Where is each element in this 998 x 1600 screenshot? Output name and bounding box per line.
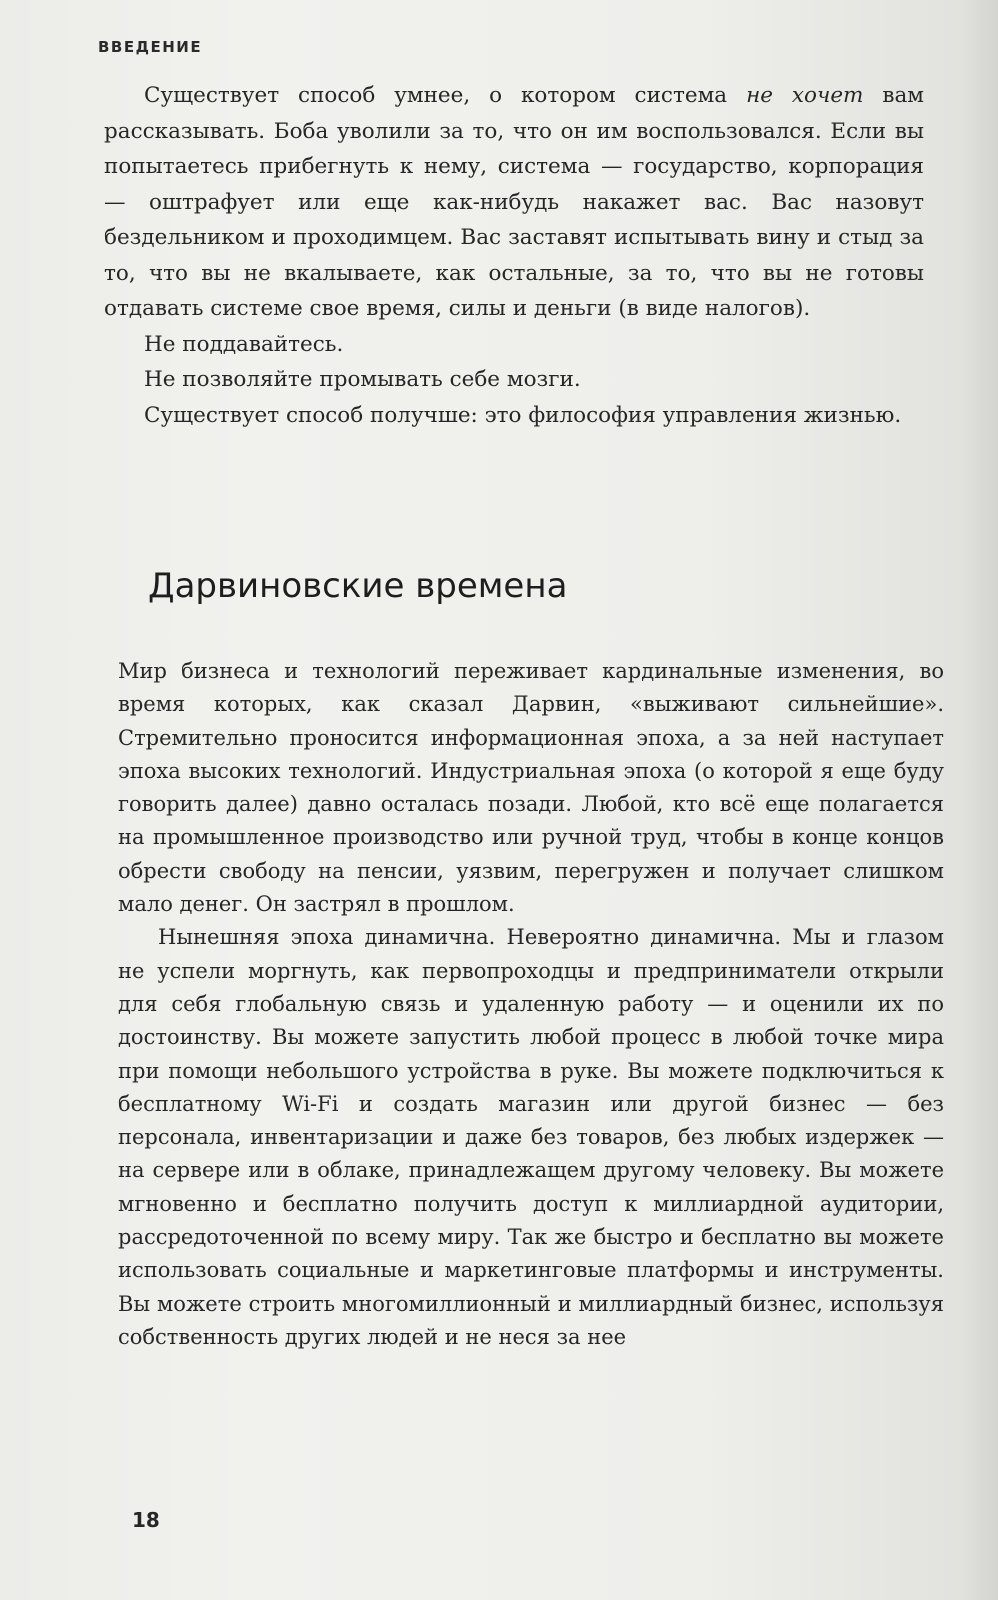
intro-paragraph-4: Существует способ получше: это философия управления жизнью. xyxy=(144,402,902,428)
intro-paragraph-1 xyxy=(104,78,924,327)
page-number: 18 xyxy=(132,1508,160,1532)
section-paragraph-2: Нынешняя эпоха динамична. Невероятно динамична. Мы и глазом не успели моргнуть, как первопроходцы и предприниматели открыли для себя глобальную связь и удаленную работу — и оценили их по достоинству. Вы можете запустить любой процесс в любой точке мира при помощи небольшого устройства в руке. Вы можете подключиться к бесплатному Wi-Fi и создать магазин или другой бизнес — без персонала, инвентаризации и даже без товаров, без любых издержек — на сервере или в облаке, принадлежащем другому человеку. Вы можете мгновенно и бесплатно получить доступ к миллиардной аудитории, рассредоточенной по всему миру. Так же быстро и бесплатно вы можете использовать социальные и маркетинговые платформы и инструменты. Вы можете строить многомиллионный и миллиардный бизнес, используя собственность других людей и не неся за нее xyxy=(118,925,944,1349)
intro-paragraph-3: Не позволяйте промывать себе мозги. xyxy=(144,367,581,392)
section-paragraph-1: Мир бизнеса и технологий переживает кардинальные изменения, во время которых, как сказал Дарвин, «выживают сильнейшие». Стремительно проносится информационная эпоха, а за ней наступает эпоха высоких технологий. Индустриальная эпоха (о которой я еще буду говорить далее) давно осталась позади. Любой, кто всё еще полагается на промышленное производство или ручной труд, чтобы в конце концов обрести свободу на пенсии, уязвим, перегружен и получает слишком мало денег. Он застрял в прошлом. xyxy=(118,659,944,917)
intro-paragraph-1-emphasis: не хочет xyxy=(746,83,864,108)
intro-text xyxy=(104,78,924,433)
intro-paragraph-1-start: Существует способ умнее, о котором система xyxy=(144,83,747,108)
section-heading: Дарвиновские времена xyxy=(148,566,568,606)
intro-paragraph-1-end: вам рассказывать. Боба уволили за то, что он им воспользовался. Если вы попытаетесь прибегнуть к нему, система — государство, корпорация — оштрафует или еще как-нибудь накажет вас. Вас назовут бездельником и проходимцем. Вас заставят испытывать вину и стыд за то, что вы не вкалываете, как остальные, за то, что вы не готовы отдавать системе свое время, силы и деньги (в виде налогов). xyxy=(104,83,925,321)
intro-paragraph-2: Не поддавайтесь. xyxy=(144,331,344,357)
running-head: ВВЕДЕНИЕ xyxy=(98,38,203,56)
section-text xyxy=(118,655,944,1354)
